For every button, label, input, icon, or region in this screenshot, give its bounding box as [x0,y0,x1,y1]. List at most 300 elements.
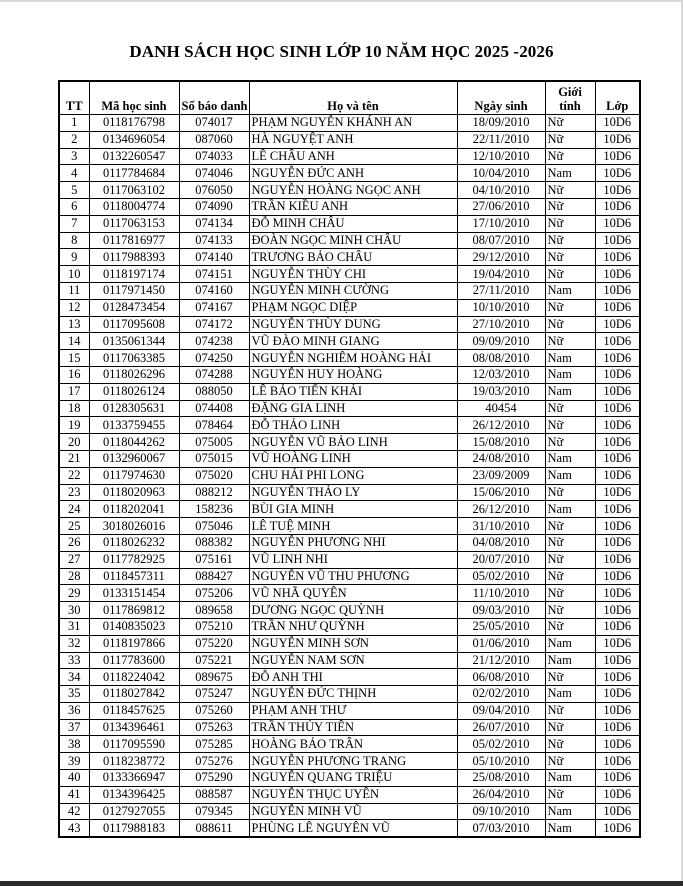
cell-birth-date: 40454 [457,400,545,417]
cell-class: 10D6 [595,467,640,484]
cell-class: 10D6 [595,232,640,249]
table-row [59,266,640,283]
cell-candidate-number: 074408 [179,400,249,417]
cell-tt: 6 [59,198,89,215]
cell-gender: Nữ [545,316,595,333]
cell-full-name: NGUYỄN ĐỨC THỊNH [249,686,457,703]
cell-tt: 16 [59,366,89,383]
cell-tt: 28 [59,568,89,585]
cell-tt: 7 [59,215,89,232]
cell-student-id: 0117784684 [89,165,179,182]
cell-tt: 21 [59,450,89,467]
cell-student-id: 0127927055 [89,803,179,820]
cell-class: 10D6 [595,786,640,803]
cell-tt: 17 [59,383,89,400]
cell-candidate-number: 074133 [179,232,249,249]
cell-full-name: LÊ TUỆ MINH [249,518,457,535]
cell-tt: 39 [59,753,89,770]
document-title: DANH SÁCH HỌC SINH LỚP 10 NĂM HỌC 2025 -2026 [129,42,554,61]
cell-tt: 43 [59,820,89,837]
cell-class: 10D6 [595,551,640,568]
cell-student-id: 0128473454 [89,299,179,316]
cell-birth-date: 10/04/2010 [457,165,545,182]
cell-gender: Nam [545,686,595,703]
cell-class: 10D6 [595,702,640,719]
table-row [59,215,640,232]
cell-full-name: NGUYỄN NAM SƠN [249,652,457,669]
cell-candidate-number: 088050 [179,383,249,400]
cell-student-id: 0117782925 [89,551,179,568]
cell-full-name: VŨ HOÀNG LINH [249,450,457,467]
cell-class: 10D6 [595,753,640,770]
cell-birth-date: 05/02/2010 [457,736,545,753]
cell-class: 10D6 [595,383,640,400]
cell-class: 10D6 [595,635,640,652]
cell-full-name: VŨ ĐÀO MINH GIANG [249,333,457,350]
cell-candidate-number: 075020 [179,467,249,484]
cell-full-name: VŨ NHÃ QUYÊN [249,585,457,602]
cell-tt: 26 [59,534,89,551]
cell-student-id: 0118176798 [89,115,179,132]
table-row [59,198,640,215]
cell-candidate-number: 078464 [179,417,249,434]
cell-tt: 8 [59,232,89,249]
table-row [59,115,640,132]
cell-class: 10D6 [595,686,640,703]
cell-candidate-number: 075276 [179,753,249,770]
cell-gender: Nữ [545,198,595,215]
cell-full-name: NGUYỄN PHƯƠNG TRANG [249,753,457,770]
cell-gender: Nam [545,282,595,299]
page-edge [0,0,683,2]
cell-birth-date: 25/05/2010 [457,618,545,635]
cell-birth-date: 09/10/2010 [457,803,545,820]
cell-class: 10D6 [595,266,640,283]
cell-birth-date: 11/10/2010 [457,585,545,602]
cell-full-name: NGUYỄN VŨ BẢO LINH [249,434,457,451]
cell-full-name: PHẠM NGUYỄN KHÁNH AN [249,115,457,132]
cell-full-name: NGUYỄN THÙY DUNG [249,316,457,333]
table-row [59,400,640,417]
cell-birth-date: 08/08/2010 [457,350,545,367]
cell-tt: 31 [59,618,89,635]
page-bottom-border [0,881,683,886]
table-row [59,602,640,619]
cell-gender: Nam [545,635,595,652]
cell-tt: 41 [59,786,89,803]
cell-student-id: 0118026296 [89,366,179,383]
cell-student-id: 0134696054 [89,131,179,148]
cell-student-id: 0118197174 [89,266,179,283]
cell-candidate-number: 075220 [179,635,249,652]
cell-tt: 13 [59,316,89,333]
cell-tt: 32 [59,635,89,652]
cell-tt: 9 [59,249,89,266]
cell-tt: 27 [59,551,89,568]
cell-tt: 22 [59,467,89,484]
cell-gender: Nam [545,770,595,787]
cell-candidate-number: 074046 [179,165,249,182]
cell-tt: 19 [59,417,89,434]
cell-birth-date: 20/07/2010 [457,551,545,568]
table-row [59,299,640,316]
cell-class: 10D6 [595,803,640,820]
table-header-row [59,81,640,115]
cell-student-id: 0117988393 [89,249,179,266]
table-row [59,686,640,703]
cell-class: 10D6 [595,333,640,350]
table-body [59,115,640,838]
table-row [59,518,640,535]
header-gender [545,81,595,115]
table-row [59,434,640,451]
cell-birth-date: 06/08/2010 [457,669,545,686]
cell-student-id: 0118202041 [89,501,179,518]
cell-class: 10D6 [595,585,640,602]
cell-candidate-number: 074160 [179,282,249,299]
cell-full-name: TRẦN NHƯ QUỲNH [249,618,457,635]
cell-candidate-number: 074167 [179,299,249,316]
cell-gender: Nữ [545,786,595,803]
cell-birth-date: 27/11/2010 [457,282,545,299]
cell-birth-date: 07/03/2010 [457,820,545,837]
cell-student-id: 0133151454 [89,585,179,602]
table-row [59,702,640,719]
cell-candidate-number: 075260 [179,702,249,719]
cell-birth-date: 09/03/2010 [457,602,545,619]
cell-gender: Nữ [545,518,595,535]
cell-gender: Nữ [545,400,595,417]
cell-student-id: 0117971450 [89,282,179,299]
cell-candidate-number: 075221 [179,652,249,669]
cell-birth-date: 02/02/2010 [457,686,545,703]
cell-gender: Nam [545,450,595,467]
cell-full-name: NGUYỄN PHƯƠNG NHI [249,534,457,551]
cell-candidate-number: 075263 [179,719,249,736]
cell-full-name: NGUYỄN QUANG TRIỆU [249,770,457,787]
table-row [59,182,640,199]
cell-candidate-number: 089658 [179,602,249,619]
cell-full-name: DƯƠNG NGỌC QUỲNH [249,602,457,619]
cell-gender: Nam [545,652,595,669]
table-row [59,719,640,736]
cell-tt: 38 [59,736,89,753]
cell-full-name: NGUYỄN THỤC UYÊN [249,786,457,803]
cell-gender: Nữ [545,551,595,568]
cell-candidate-number: 075206 [179,585,249,602]
cell-gender: Nam [545,366,595,383]
cell-birth-date: 12/10/2010 [457,148,545,165]
cell-birth-date: 05/10/2010 [457,753,545,770]
cell-student-id: 0133366947 [89,770,179,787]
cell-class: 10D6 [595,282,640,299]
cell-student-id: 0118004774 [89,198,179,215]
table-row [59,753,640,770]
cell-student-id: 0118457311 [89,568,179,585]
cell-full-name: TRẦN THỦY TIÊN [249,719,457,736]
header-birth-date: Ngày sinh [457,81,545,115]
cell-class: 10D6 [595,115,640,132]
cell-birth-date: 31/10/2010 [457,518,545,535]
cell-gender: Nữ [545,585,595,602]
cell-birth-date: 04/08/2010 [457,534,545,551]
cell-full-name: TRƯƠNG BẢO CHÂU [249,249,457,266]
cell-full-name: PHẠM ANH THƯ [249,702,457,719]
table-row [59,383,640,400]
cell-birth-date: 12/03/2010 [457,366,545,383]
cell-class: 10D6 [595,316,640,333]
header-candidate-number: Số báo danh [179,81,249,115]
cell-gender: Nữ [545,333,595,350]
cell-gender: Nữ [545,215,595,232]
cell-gender: Nữ [545,753,595,770]
cell-tt: 24 [59,501,89,518]
cell-tt: 14 [59,333,89,350]
cell-birth-date: 21/12/2010 [457,652,545,669]
cell-class: 10D6 [595,165,640,182]
table-row [59,249,640,266]
cell-gender: Nữ [545,602,595,619]
table-row [59,366,640,383]
cell-full-name: ĐỖ ANH THI [249,669,457,686]
cell-student-id: 0117783600 [89,652,179,669]
cell-tt: 23 [59,484,89,501]
cell-candidate-number: 075285 [179,736,249,753]
cell-gender: Nữ [545,232,595,249]
table-row [59,635,640,652]
cell-gender: Nữ [545,434,595,451]
cell-class: 10D6 [595,719,640,736]
cell-class: 10D6 [595,450,640,467]
cell-birth-date: 04/10/2010 [457,182,545,199]
cell-birth-date: 19/04/2010 [457,266,545,283]
cell-gender: Nữ [545,131,595,148]
cell-class: 10D6 [595,501,640,518]
cell-candidate-number: 079345 [179,803,249,820]
cell-birth-date: 08/07/2010 [457,232,545,249]
cell-gender: Nữ [545,148,595,165]
table-row [59,232,640,249]
cell-full-name: ĐOÀN NGỌC MINH CHÂU [249,232,457,249]
cell-gender: Nữ [545,182,595,199]
cell-student-id: 0132260547 [89,148,179,165]
cell-full-name: NGUYỄN MINH CƯỜNG [249,282,457,299]
cell-gender: Nữ [545,115,595,132]
cell-gender: Nữ [545,736,595,753]
cell-student-id: 0118026232 [89,534,179,551]
cell-birth-date: 26/12/2010 [457,501,545,518]
cell-full-name: LÊ CHÂU ANH [249,148,457,165]
cell-gender: Nữ [545,534,595,551]
cell-class: 10D6 [595,434,640,451]
table-row [59,803,640,820]
cell-birth-date: 27/10/2010 [457,316,545,333]
cell-class: 10D6 [595,299,640,316]
table-row [59,148,640,165]
cell-birth-date: 01/06/2010 [457,635,545,652]
table-row [59,484,640,501]
cell-student-id: 0118224042 [89,669,179,686]
student-table [58,80,641,838]
cell-candidate-number: 075005 [179,434,249,451]
cell-student-id: 0118026124 [89,383,179,400]
cell-tt: 10 [59,266,89,283]
cell-candidate-number: 088427 [179,568,249,585]
table-row [59,652,640,669]
cell-gender: Nam [545,501,595,518]
cell-gender: Nữ [545,618,595,635]
cell-student-id: 0135061344 [89,333,179,350]
cell-full-name: ĐỖ THẢO LINH [249,417,457,434]
cell-candidate-number: 074238 [179,333,249,350]
cell-tt: 36 [59,702,89,719]
cell-full-name: NGUYỄN HOÀNG NGỌC ANH [249,182,457,199]
cell-class: 10D6 [595,350,640,367]
cell-birth-date: 05/02/2010 [457,568,545,585]
cell-birth-date: 18/09/2010 [457,115,545,132]
header-gender-line2: tính [559,99,581,113]
table-row [59,736,640,753]
cell-gender: Nam [545,467,595,484]
cell-full-name: VŨ LINH NHI [249,551,457,568]
cell-birth-date: 22/11/2010 [457,131,545,148]
cell-candidate-number: 088212 [179,484,249,501]
cell-gender: Nam [545,350,595,367]
cell-candidate-number: 074134 [179,215,249,232]
cell-full-name: NGUYỄN MINH SƠN [249,635,457,652]
cell-birth-date: 26/07/2010 [457,719,545,736]
cell-full-name: NGUYỄN NGHIÊM HOÀNG HẢI [249,350,457,367]
cell-full-name: NGUYỄN ĐỨC ANH [249,165,457,182]
cell-candidate-number: 075161 [179,551,249,568]
table-row [59,568,640,585]
cell-full-name: LÊ BẢO TIẾN KHẢI [249,383,457,400]
cell-tt: 12 [59,299,89,316]
cell-student-id: 0118027842 [89,686,179,703]
cell-full-name: BÙI GIA MINH [249,501,457,518]
cell-candidate-number: 074090 [179,198,249,215]
cell-student-id: 0118197866 [89,635,179,652]
cell-birth-date: 26/12/2010 [457,417,545,434]
cell-student-id: 0117816977 [89,232,179,249]
cell-student-id: 0117095590 [89,736,179,753]
cell-tt: 35 [59,686,89,703]
cell-gender: Nữ [545,266,595,283]
cell-full-name: PHÙNG LÊ NGUYÊN VŨ [249,820,457,837]
cell-class: 10D6 [595,770,640,787]
cell-student-id: 0117063153 [89,215,179,232]
cell-class: 10D6 [595,182,640,199]
table-row [59,501,640,518]
cell-gender: Nữ [545,417,595,434]
cell-student-id: 0134396461 [89,719,179,736]
table-row [59,585,640,602]
cell-candidate-number: 074140 [179,249,249,266]
cell-student-id: 0117063102 [89,182,179,199]
cell-student-id: 0128305631 [89,400,179,417]
cell-class: 10D6 [595,484,640,501]
cell-candidate-number: 075290 [179,770,249,787]
cell-full-name: CHU HẢI PHI LONG [249,467,457,484]
cell-tt: 40 [59,770,89,787]
cell-tt: 3 [59,148,89,165]
cell-student-id: 0117869812 [89,602,179,619]
cell-class: 10D6 [595,148,640,165]
cell-student-id: 0132960067 [89,450,179,467]
cell-class: 10D6 [595,568,640,585]
cell-gender: Nam [545,803,595,820]
cell-gender: Nam [545,820,595,837]
cell-tt: 4 [59,165,89,182]
table-row [59,165,640,182]
cell-candidate-number: 075015 [179,450,249,467]
cell-tt: 33 [59,652,89,669]
cell-student-id: 0117063385 [89,350,179,367]
cell-student-id: 0117988183 [89,820,179,837]
cell-birth-date: 29/12/2010 [457,249,545,266]
cell-class: 10D6 [595,669,640,686]
cell-birth-date: 15/08/2010 [457,434,545,451]
table-row [59,770,640,787]
table-row [59,820,640,837]
table-row [59,316,640,333]
cell-birth-date: 10/10/2010 [457,299,545,316]
cell-candidate-number: 158236 [179,501,249,518]
cell-student-id: 0117974630 [89,467,179,484]
header-full-name: Họ và tên [249,81,457,115]
header-class: Lớp [595,81,640,115]
table-row [59,131,640,148]
cell-candidate-number: 075210 [179,618,249,635]
cell-tt: 20 [59,434,89,451]
cell-full-name: ĐẶNG GIA LINH [249,400,457,417]
cell-candidate-number: 074151 [179,266,249,283]
cell-student-id: 0118044262 [89,434,179,451]
cell-candidate-number: 075046 [179,518,249,535]
cell-student-id: 0134396425 [89,786,179,803]
cell-class: 10D6 [595,820,640,837]
cell-class: 10D6 [595,198,640,215]
cell-class: 10D6 [595,652,640,669]
cell-tt: 37 [59,719,89,736]
table-row [59,534,640,551]
cell-class: 10D6 [595,518,640,535]
cell-class: 10D6 [595,602,640,619]
cell-gender: Nữ [545,249,595,266]
cell-tt: 42 [59,803,89,820]
cell-candidate-number: 075247 [179,686,249,703]
cell-candidate-number: 074172 [179,316,249,333]
cell-candidate-number: 074250 [179,350,249,367]
cell-gender: Nam [545,383,595,400]
cell-full-name: NGUYỄN MINH VŨ [249,803,457,820]
cell-class: 10D6 [595,618,640,635]
cell-birth-date: 26/04/2010 [457,786,545,803]
cell-full-name: NGUYỄN VŨ THU PHƯƠNG [249,568,457,585]
cell-gender: Nữ [545,669,595,686]
cell-birth-date: 09/04/2010 [457,702,545,719]
cell-candidate-number: 088382 [179,534,249,551]
cell-tt: 18 [59,400,89,417]
cell-student-id: 0118238772 [89,753,179,770]
table-row [59,450,640,467]
cell-class: 10D6 [595,131,640,148]
table-row [59,417,640,434]
cell-full-name: NGUYỄN HUY HOÀNG [249,366,457,383]
header-gender-line1: Giới [558,85,582,99]
cell-birth-date: 15/06/2010 [457,484,545,501]
cell-candidate-number: 088611 [179,820,249,837]
